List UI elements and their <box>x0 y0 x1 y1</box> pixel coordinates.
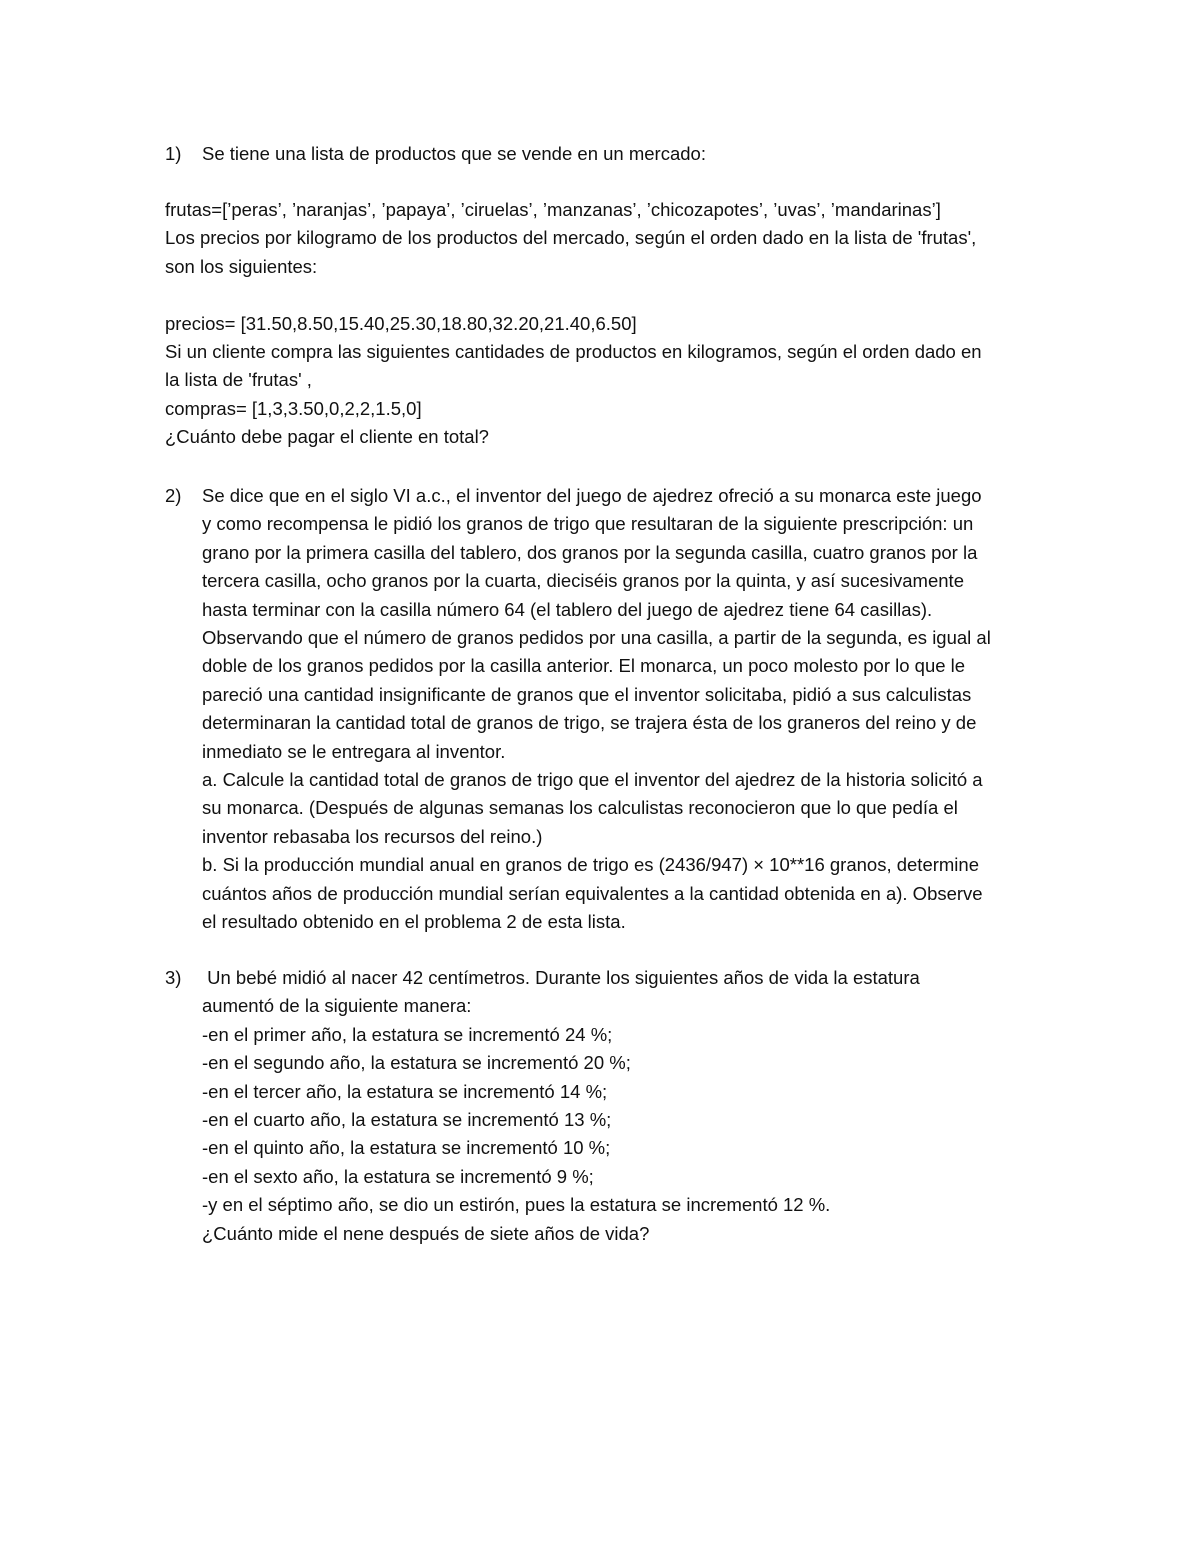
problem-2-line: hasta terminar con la casilla número 64 (el tablero del juego de ajedrez tiene 64 casillas). <box>202 598 933 620</box>
problem-2 <box>165 482 1035 937</box>
problem-1-details <box>165 196 1035 452</box>
problem-1 <box>165 140 1035 168</box>
problem-3-question: ¿Cuánto mide el nene después de siete años de vida? <box>202 1222 650 1244</box>
precios-list: precios= [31.50,8.50,15.40,25.30,18.80,32.20,21.40,6.50] <box>165 312 637 334</box>
problem-3-text <box>202 964 1035 1248</box>
problem-2-line: tercera casilla, ocho granos por la cuarta, dieciséis granos por la quinta, y así sucesivamente <box>202 570 964 592</box>
growth-item: -en el quinto año, la estatura se incrementó 10 %; <box>202 1137 611 1159</box>
growth-item: -en el tercer año, la estatura se incrementó 14 %; <box>202 1080 608 1102</box>
compras-description-line-1: Si un cliente compra las siguientes cantidades de productos en kilogramos, según el orden dado en <box>165 341 982 363</box>
growth-item: -en el cuarto año, la estatura se incrementó 13 %; <box>202 1109 612 1131</box>
problem-2-line: Observando que el número de granos pedidos por una casilla, a partir de la segunda, es igual al <box>202 627 991 649</box>
problem-2-line: pareció una cantidad insignificante de granos que el inventor solicitaba, pidió a sus calculistas <box>202 683 972 705</box>
problem-2-line: determinaran la cantidad total de granos de trigo, se trajera ésta de los graneros del reino y de <box>202 712 977 734</box>
compras-list: compras= [1,3,3.50,0,2,2,1.5,0] <box>165 397 422 419</box>
frutas-list: frutas=[’peras’, ’naranjas’, ’papaya’, ’ciruelas’, ’manzanas’, ’chicozapotes’, ’uvas’, ’mandarinas’] <box>165 199 941 220</box>
problem-2-text <box>202 482 1035 937</box>
problem-3-line: Un bebé midió al nacer 42 centímetros. Durante los siguientes años de vida la estatura <box>202 967 920 988</box>
problem-2-line: el resultado obtenido en el problema 2 de esta lista. <box>202 911 626 933</box>
precios-description-line-2: son los siguientes: <box>165 255 318 277</box>
precios-description-line-1: Los precios por kilogramo de los productos del mercado, según el orden dado en la lista de 'frutas', <box>165 227 977 249</box>
problem-1-question: ¿Cuánto debe pagar el cliente en total? <box>165 426 489 448</box>
growth-item: -y en el séptimo año, se dio un estirón, pues la estatura se incrementó 12 %. <box>202 1194 831 1216</box>
compras-description-line-2: la lista de 'frutas' , <box>165 369 312 391</box>
problem-3-line: aumentó de la siguiente manera: <box>202 995 472 1017</box>
growth-item: -en el sexto año, la estatura se incrementó 9 %; <box>202 1165 594 1187</box>
problem-2-line: doble de los granos pedidos por la casilla anterior. El monarca, un poco molesto por lo que le <box>202 655 966 677</box>
problem-2-line: Se dice que en el siglo VI a.c., el inventor del juego de ajedrez ofreció a su monarca este juego <box>202 485 982 506</box>
problem-2-line: inventor rebasaba los recursos del reino.) <box>202 825 543 847</box>
problem-2-line: inmediato se le entregara al inventor. <box>202 740 506 762</box>
problem-3 <box>165 964 1035 1248</box>
problem-3-number: 3) <box>165 967 182 988</box>
problem-1-intro: Se tiene una lista de productos que se vende en un mercado: <box>202 143 706 164</box>
problem-2-line: cuántos años de producción mundial serían equivalentes a la cantidad obtenida en a). Observe <box>202 882 983 904</box>
growth-item: -en el segundo año, la estatura se incrementó 20 %; <box>202 1052 631 1074</box>
problem-2-line: su monarca. (Después de algunas semanas los calculistas reconocieron que lo que pedía el <box>202 797 958 819</box>
problem-1-number: 1) <box>165 143 182 164</box>
growth-item: -en el primer año, la estatura se incrementó 24 %; <box>202 1023 613 1045</box>
problem-2-line: y como recompensa le pidió los granos de trigo que resultaran de la siguiente prescripción: un <box>202 513 974 535</box>
problem-2-part-a: a. Calcule la cantidad total de granos de trigo que el inventor del ajedrez de la historia solicitó a <box>202 769 983 791</box>
problem-2-line: grano por la primera casilla del tablero, dos granos por la segunda casilla, cuatro granos por la <box>202 541 978 563</box>
problem-2-number: 2) <box>165 485 182 506</box>
problem-2-part-b: b. Si la producción mundial anual en granos de trigo es (2436/947) × 10**16 granos, determine <box>202 854 979 876</box>
